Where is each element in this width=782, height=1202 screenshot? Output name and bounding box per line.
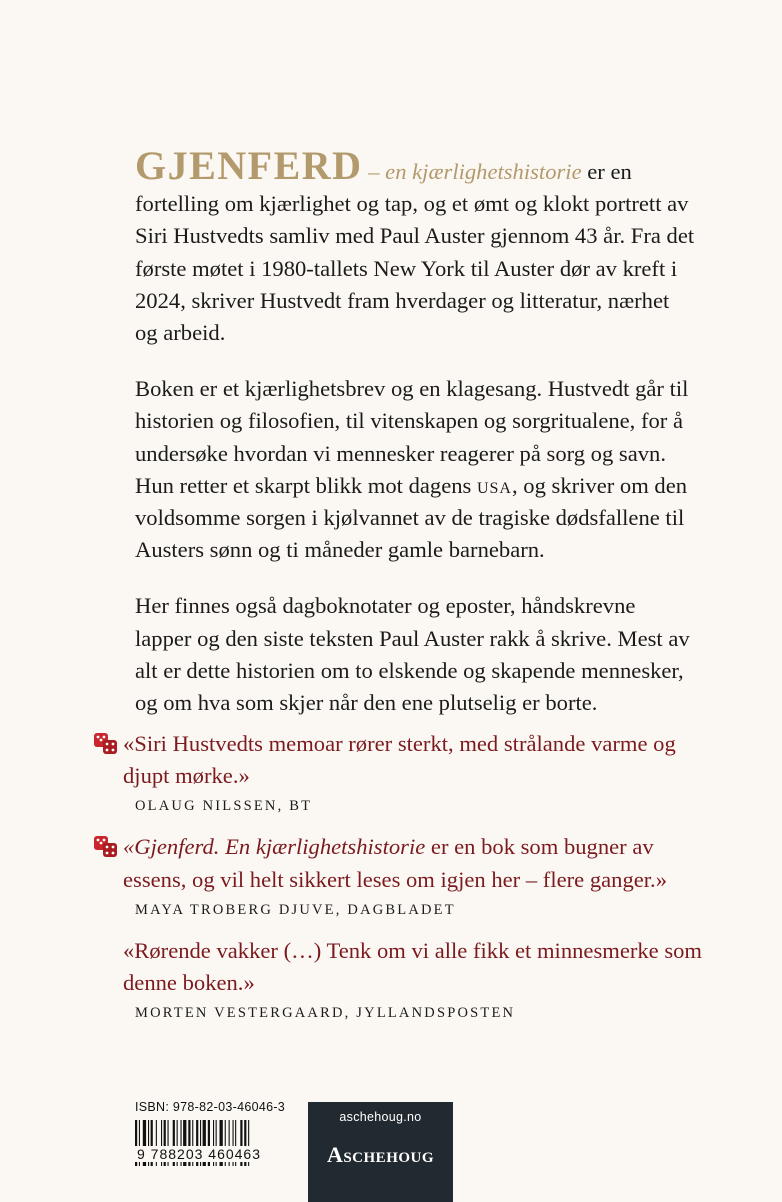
review-quotes — [123, 728, 703, 1038]
review-quote-3 — [123, 935, 703, 1022]
review-quote-2 — [123, 831, 703, 918]
review-quote-1 — [123, 728, 703, 815]
blurb — [135, 143, 695, 743]
barcode-digits: 9 788203 460463 — [135, 1146, 287, 1162]
isbn-label: ISBN: 978-82-03-46046-3 — [135, 1100, 286, 1114]
review-quote-1-text: «Siri Hustvedts memoar rører sterkt, med strålande varme og djupt mørke.» — [123, 731, 676, 789]
review-quote-3-text: «Rørende vakker (…) Tenk om vi alle fikk et minnesmerke som denne boken.» — [123, 937, 703, 996]
publisher-logo: Aschehoug — [326, 1142, 435, 1167]
publisher-url: aschehoug.no — [339, 1110, 422, 1124]
blurb-paragraph-1 — [135, 143, 695, 349]
review-quote-2-source: MAYA TROBERG DJUVE, DAGBLADET — [135, 901, 456, 918]
dice-icon — [93, 835, 119, 859]
usa-smallcaps: usa — [476, 472, 512, 498]
book-subtitle: – en kjærlighetshistorie — [362, 159, 582, 184]
blurb-paragraph-1-text: er en fortelling om kjærlighet og tap, og et ømt og klokt portrett av Siri Hustvedts samliv med Paul Auster gjennom 43 år. Fra det første møtet i 1980-tallets New York til Auster dør av kreft i 2024, skriver Hustvedt fram hverdager og litteratur, nærhet og arbeid. — [135, 159, 695, 346]
blurb-paragraph-2-text-b: , og skriver om den voldsomme sorgen i kjølvannet av de tragiske dødsfallene til Austers sønn og ti måneder gamle barnebarn. — [135, 472, 688, 563]
blurb-paragraph-2 — [135, 373, 695, 566]
blurb-paragraph-3: Her finnes også dagboknotater og eposter, håndskrevne lapper og den siste teksten Paul Auster rakk å skrive. Mest av alt er dette historien om to elskende og skapende mennesker, og om hva som skjer når den ene plutselig er borte. — [135, 593, 690, 716]
blurb-paragraph-2-text-a: Boken er et kjærlighetsbrev og en klagesang. Hustvedt går til historien og filosofien, til vitenskapen og sorgritualene, for å undersøke hvordan vi mennesker reagerer på sorg og savn. Hun retter et skarpt blikk mot dagens — [135, 376, 689, 498]
dice-icon — [93, 732, 119, 756]
review-quote-3-source: MORTEN VESTERGAARD, JYLLANDSPOSTEN — [135, 1005, 516, 1022]
review-quote-2-rest: er en bok som bugner av essens, og vil helt sikkert leses om igjen her – flere ganger.» — [123, 834, 667, 892]
review-quote-2-text — [123, 831, 703, 895]
publisher-block — [308, 1102, 453, 1202]
isbn-block — [135, 1100, 287, 1162]
book-title: GJENFERD — [135, 143, 363, 188]
review-quote-1-source: OLAUG NILSSEN, BT — [135, 798, 313, 815]
review-quote-2-title: «Gjenferd. En kjærlighetshistorie — [123, 834, 426, 860]
